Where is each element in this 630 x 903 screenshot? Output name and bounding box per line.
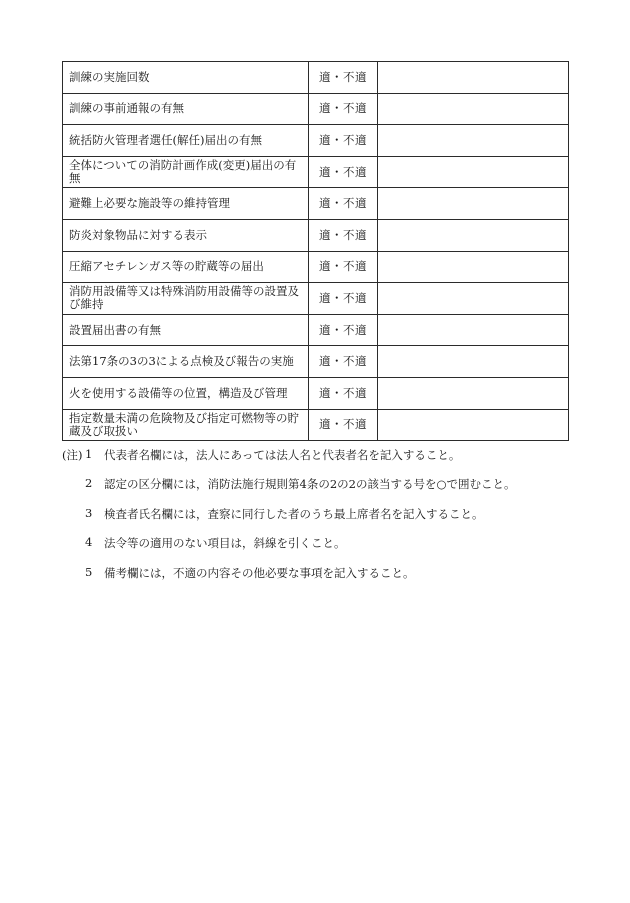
inspection-check-table	[62, 61, 569, 441]
table-row	[63, 93, 569, 125]
item-cell: 訓練の実施回数	[63, 62, 309, 94]
remark-cell	[378, 125, 569, 157]
table-row	[63, 377, 569, 409]
note-number: 4	[85, 535, 93, 550]
remark-cell	[378, 346, 569, 378]
result-cell: 適・不適	[309, 93, 378, 125]
item-cell: 火を使用する設備等の位置，構造及び管理	[63, 377, 309, 409]
result-cell: 適・不適	[309, 314, 378, 346]
note-number: 1	[85, 447, 93, 461]
note-line	[62, 506, 582, 535]
result-cell: 適・不適	[309, 62, 378, 94]
remark-cell	[378, 283, 569, 315]
note-line	[62, 535, 582, 564]
note-line	[62, 447, 582, 476]
remark-cell	[378, 377, 569, 409]
note-line	[62, 476, 582, 505]
item-cell: 消防用設備等又は特殊消防用設備等の設置及び維持	[63, 283, 309, 315]
table-row	[63, 251, 569, 283]
table-row	[63, 409, 569, 441]
note-text: 検査者氏名欄には，査察に同行した者のうち最上席者名を記入すること。	[104, 506, 484, 521]
item-cell: 指定数量未満の危険物及び指定可燃物等の貯蔵及び取扱い	[63, 409, 309, 441]
result-cell: 適・不適	[309, 251, 378, 283]
remark-cell	[378, 62, 569, 94]
remark-cell	[378, 188, 569, 220]
note-prefix: (注)	[62, 448, 83, 462]
item-cell: 訓練の事前通報の有無	[63, 93, 309, 125]
item-cell: 法第17条の3の3による点検及び報告の実施	[63, 346, 309, 378]
remark-cell	[378, 251, 569, 283]
item-cell: 全体についての消防計画作成(変更)届出の有無	[63, 156, 309, 188]
table-row	[63, 314, 569, 346]
note-number: 3	[85, 505, 93, 520]
item-cell: 防炎対象物品に対する表示	[63, 219, 309, 251]
note-number: 2	[85, 476, 93, 491]
remark-cell	[378, 409, 569, 441]
item-cell: 圧縮アセチレンガス等の貯蔵等の届出	[63, 251, 309, 283]
table-row	[63, 283, 569, 315]
table-row	[63, 62, 569, 94]
result-cell: 適・不適	[309, 346, 378, 378]
result-cell: 適・不適	[309, 188, 378, 220]
remark-cell	[378, 314, 569, 346]
result-cell: 適・不適	[309, 377, 378, 409]
result-cell: 適・不適	[309, 409, 378, 441]
table-row	[63, 156, 569, 188]
note-line	[62, 565, 582, 594]
result-cell: 適・不適	[309, 125, 378, 157]
note-text: 法令等の適用のない項目は，斜線を引くこと。	[104, 536, 346, 551]
item-cell: 設置届出書の有無	[63, 314, 309, 346]
remark-cell	[378, 219, 569, 251]
note-text: 認定の区分欄には，消防法施行規則第4条の2の2の該当する号を○で囲むこと。	[104, 477, 516, 492]
table-row	[63, 188, 569, 220]
result-cell: 適・不適	[309, 283, 378, 315]
item-cell: 統括防火管理者選任(解任)届出の有無	[63, 125, 309, 157]
table-row	[63, 219, 569, 251]
remark-cell	[378, 93, 569, 125]
note-number: 5	[85, 564, 93, 579]
remark-cell	[378, 156, 569, 188]
result-cell: 適・不適	[309, 219, 378, 251]
note-text: 代表者名欄には，法人にあっては法人名と代表者名を記入すること。	[104, 448, 461, 462]
item-cell: 避難上必要な施設等の維持管理	[63, 188, 309, 220]
table-row	[63, 346, 569, 378]
notes-section	[62, 447, 582, 594]
table-row	[63, 125, 569, 157]
result-cell: 適・不適	[309, 156, 378, 188]
note-text: 備考欄には，不適の内容その他必要な事項を記入すること。	[104, 565, 415, 580]
